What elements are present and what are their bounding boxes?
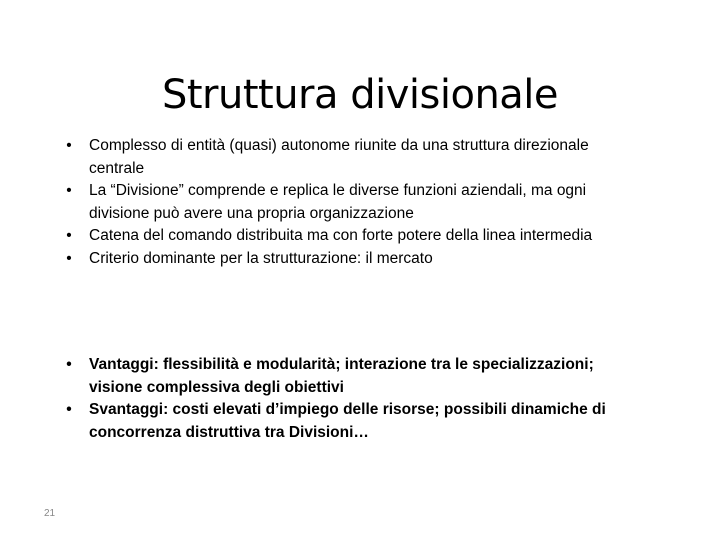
main-bullet-list — [62, 135, 622, 270]
bullet-icon: • — [66, 249, 72, 267]
bullet-item — [62, 225, 622, 248]
pros-cons-bullet-list — [62, 354, 622, 444]
bullet-text: Criterio dominante per la strutturazione: il mercato — [89, 249, 433, 267]
bullet-icon: • — [66, 356, 72, 373]
bullet-item — [62, 248, 622, 271]
bullet-item — [62, 135, 622, 180]
bullet-item-advantages — [62, 354, 622, 399]
bullet-text: Catena del comando distribuita ma con forte potere della linea intermedia — [89, 227, 593, 244]
page-number: 21 — [44, 508, 56, 519]
bullet-text: Vantaggi: flessibilità e modularità; interazione tra le specializzazioni; visione complessiva degli obiettivi — [89, 356, 594, 396]
bullet-text: La “Divisione” comprende e replica le diverse funzioni aziendali, ma ogni divisione può avere una propria organizzazione — [89, 182, 587, 222]
bullet-text: Complesso di entità (quasi) autonome riunite da una struttura direzionale centrale — [89, 137, 589, 177]
slide-title: Struttura divisionale — [161, 71, 559, 118]
bullet-item — [62, 180, 622, 225]
bullet-icon: • — [66, 227, 72, 244]
bullet-icon: • — [66, 401, 72, 418]
bullet-item-disadvantages — [62, 399, 622, 444]
bullet-icon: • — [66, 182, 72, 199]
bullet-icon: • — [66, 137, 72, 154]
bullet-text: Svantaggi: costi elevati d’impiego delle risorse; possibili dinamiche di concorrenza distruttiva tra Divisioni… — [89, 401, 606, 441]
